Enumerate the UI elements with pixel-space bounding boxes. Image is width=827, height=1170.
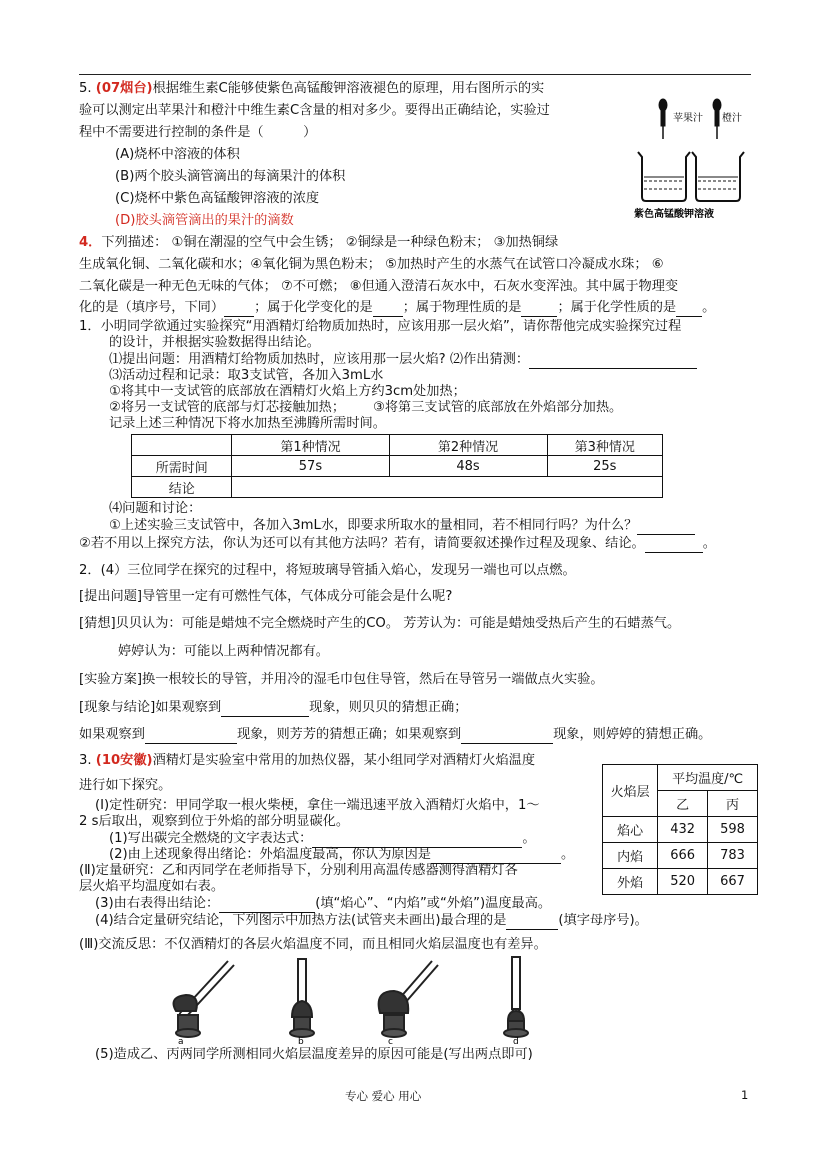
temperature-table	[602, 764, 758, 895]
q3-line7: (Ⅱ)定量研究：乙和丙同学在老师指导下，分别利用高温传感器测得酒精灯各	[79, 863, 518, 878]
dropper-right-icon	[713, 99, 721, 139]
q1-line1: 1．小明同学欲通过实验探究“用酒精灯给物质加热时，应该用那一层火焰”，请你帮他完成实验探究过程	[79, 319, 682, 334]
q3-line2: 进行如下探究。	[79, 778, 172, 793]
q3-line9: (3)由右表得出结论： (填“焰心”、“内焰”或“外焰”)温度最高。	[95, 896, 552, 911]
top-rule	[79, 74, 751, 75]
q5-option-d: (D)胶头滴管滴出的果汁的滴数	[115, 213, 294, 228]
label-apple-juice: 苹果汁	[673, 113, 703, 124]
conclusion-cell[interactable]	[232, 477, 663, 498]
heating-figures	[170, 955, 550, 1045]
q1-line8: ⑷问题和讨论：	[109, 501, 202, 516]
q1-line4: ⑶活动过程和记录：取3支试管，各加入3mL水	[109, 368, 384, 383]
q4-line4: 化的是（填序号，下同） ；属于化学变化的是 ；属于物理性质的是 ；属于化学性质的是 。	[79, 300, 716, 315]
q5-line1: 5. (07烟台)根据维生素C能够使紫色高锰酸钾溶液褪色的原理，用右图所示的实	[79, 81, 545, 96]
q3-line4: 2 s后取出，观察到位于外焰的部分明显碳化。	[79, 814, 350, 829]
answer-blank[interactable]	[521, 302, 557, 317]
table-row: 所需时间 57s 48s 25s	[132, 456, 663, 477]
answer-blank[interactable]	[645, 538, 703, 553]
q2-line7: 如果观察到 现象，则芳芳的猜想正确；如果观察到 现象，则婷婷的猜想正确。	[79, 727, 712, 742]
q2-line5: [实验方案]换一根较长的导管，并用冷的湿毛巾包住导管，然后在导管另一端做点火实验。	[79, 672, 604, 687]
q3-line11: (Ⅲ)交流反思：不仅酒精灯的各层火焰温度不同，而且相同火焰层温度也有差异。	[79, 937, 547, 952]
answer-blank[interactable]	[219, 898, 315, 913]
q2-line6: [现象与结论]如果观察到 现象，则贝贝的猜想正确；	[79, 700, 468, 715]
q3-line8: 层火焰平均温度如右表。	[79, 879, 225, 894]
page-number: 1	[741, 1088, 749, 1102]
q1-line9: ①上述实验三支试管中，各加入3mL水，即要求所取水的量相同，若不相同行吗？为什么？	[109, 517, 695, 535]
table-row: 结论	[132, 477, 663, 498]
q1-line5: ①将其中一支试管的底部放在酒精灯火焰上方约3cm处加热；	[109, 384, 466, 399]
q4-line3: 二氧化碳是一种无色无味的气体； ⑦不可燃； ⑧但通入澄清石灰水中，石灰水变浑浊。其中属于物理变	[79, 279, 679, 294]
table-row: 外焰 520 667	[603, 869, 758, 895]
q5-option-b: (B)两个胶头滴管滴出的每滴果汁的体积	[115, 169, 346, 184]
answer-blank[interactable]	[224, 302, 254, 317]
answer-blank[interactable]	[145, 729, 237, 744]
beaker-right-icon	[692, 152, 744, 201]
table-row: 内焰 666 783	[603, 843, 758, 869]
table-row: 焰心 432 598	[603, 817, 758, 843]
figure-label-b: b	[298, 1037, 304, 1045]
beaker-figure	[630, 97, 775, 222]
q2-line4: 婷婷认为：可能以上两种情况都有。	[118, 644, 329, 659]
q3-line5: (1)写出碳完全燃烧的文字表达式： 。	[109, 831, 536, 846]
footer-text: 专心 爱心 用心	[345, 1089, 422, 1103]
q5-line3: 程中不需要进行控制的条件是（ ）	[79, 125, 317, 140]
figure-b-tube-icon	[290, 959, 314, 1037]
q3-line1: 3. (10安徽)酒精灯是实验室中常用的加热仪器，某小组同学对酒精灯火焰温度	[79, 753, 536, 768]
q4-line1: 4．下列描述： ①铜在潮湿的空气中会生锈； ②铜绿是一种绿色粉末； ③加热铜绿	[79, 235, 559, 250]
q5-option-c: (C)烧杯中紫色高锰酸钾溶液的浓度	[115, 191, 320, 206]
q5-line2: 验可以测定出苹果汁和橙汁中维生素C含量的相对多少。要得出正确结论，实验过	[79, 103, 550, 118]
answer-blank[interactable]	[637, 520, 695, 535]
figure-label-c: c	[388, 1037, 393, 1045]
q3-line10: (4)结合定量研究结论，下列图示中加热方法(试管夹未画出)最合理的是 (填字母序号)。	[95, 913, 648, 928]
figure-c-tube-icon	[379, 961, 438, 1037]
table-row: 乙 丙	[603, 791, 758, 817]
answer-blank[interactable]	[529, 354, 697, 369]
answer-blank[interactable]	[676, 302, 702, 317]
q5-option-a: (A)烧杯中溶液的体积	[115, 147, 240, 162]
record-table	[131, 434, 663, 498]
q4-line2: 生成氧化铜、二氧化碳和水；④氧化铜为黑色粉末； ⑤加热时产生的水蒸气在试管口冷凝成水珠； ⑥	[79, 257, 664, 272]
beaker-left-icon	[638, 152, 690, 201]
answer-blank[interactable]	[506, 915, 558, 930]
figure-a-tube-icon	[174, 961, 234, 1037]
dropper-left-icon	[659, 99, 667, 139]
q3-line3: (Ⅰ)定性研究：甲同学取一根火柴梗，拿住一端迅速平放入酒精灯火焰中，1～	[95, 798, 540, 813]
answer-blank[interactable]	[461, 729, 553, 744]
q3-line6: (2)由上述现象得出绪论：外焰温度最高，你认为原因是 。	[109, 847, 575, 862]
label-permanganate: 紫色高锰酸钾溶液	[634, 209, 714, 220]
figure-d-tube-icon	[504, 957, 528, 1037]
figure-label-a: a	[178, 1037, 184, 1045]
q2-line1: 2．(4）三位同学在探究的过程中，将短玻璃导管插入焰心，发现另一端也可以点燃。	[79, 563, 576, 578]
q1-line3: ⑴提出问题：用酒精灯给物质加热时，应该用那一层火焰? ⑵作出猜测：	[109, 351, 697, 369]
q3-line12: (5)造成乙、丙两同学所测相同火焰层温度差异的原因可能是(写出两点即可)	[95, 1047, 533, 1062]
q1-line6: ②将另一支试管的底部与灯芯接触加热； ③将第三支试管的底部放在外焰部分加热。	[109, 400, 623, 415]
figure-label-d: d	[513, 1037, 519, 1045]
table-row: 第1种情况 第2种情况 第3种情况	[132, 435, 663, 456]
q2-line3: [猜想]贝贝认为：可能是蜡烛不完全燃烧时产生的CO。 芳芳认为：可能是蜡烛受热后产生的石蜡蒸气。	[79, 616, 681, 631]
q2-line2: [提出问题]导管里一定有可燃性气体，气体成分可能会是什么呢?	[79, 589, 453, 604]
q1-line10: ②若不用以上探究方法，你认为还可以有其他方法吗？若有，请简要叙述操作过程及现象、结论。 。	[79, 536, 716, 551]
q1-line7: 记录上述三种情况下将水加热至沸腾所需时间。	[109, 416, 386, 431]
label-orange-juice: 橙汁	[722, 113, 742, 124]
q1-line2: 的设计，并根据实验数据得出结论。	[109, 335, 320, 350]
answer-blank[interactable]	[221, 702, 309, 717]
answer-blank[interactable]	[373, 302, 403, 317]
table-row: 火焰层 平均温度/℃	[603, 765, 758, 791]
